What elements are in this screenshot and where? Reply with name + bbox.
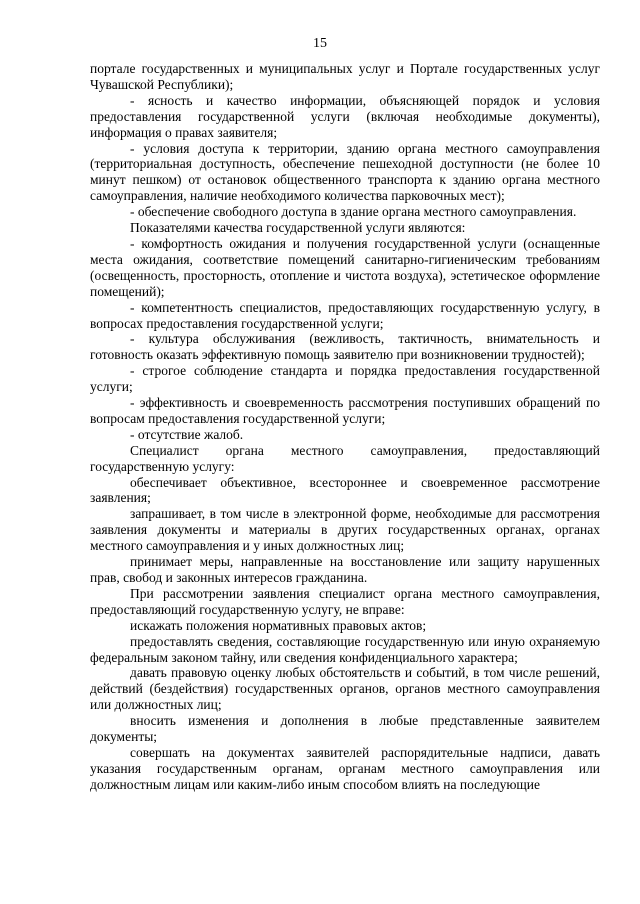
paragraph: порталe государственных и муниципальных услуг и Портале государственных услуг Чувашской Республики); <box>90 61 600 92</box>
paragraph: - условия доступа к территории, зданию органа местного самоуправления (территориальная доступность, обеспечение пешеходной доступности (не более 10 минут пешком) от остановок общественного транспорта к зданию органа местного самоуправления, наличие необходимого количества парковочных мест); <box>90 140 600 204</box>
paragraph: - культура обслуживания (вежливость, тактичность, внимательность и готовность оказать эффективную помощь заявителю при возникновении трудностей); <box>90 331 600 363</box>
paragraph: искажать положения нормативных правовых актов; <box>130 617 427 633</box>
paragraph: давать правовую оценку любых обстоятельств и событий, в том числе решений, действий (бездействия) государственных органов, органов местного самоуправления или должностных лиц; <box>90 665 600 713</box>
paragraph: запрашивает, в том числе в электронной форме, необходимые для рассмотрения заявления документы и материалы в других государственных органах, органах местного самоуправления и у иных должностных лиц; <box>90 506 600 554</box>
paragraph: - обеспечение свободного доступа в здание органа местного самоуправления. <box>130 204 577 220</box>
page-number: 15 <box>313 36 327 51</box>
paragraph: При рассмотрении заявления специалист органа местного самоуправления, предоставляющий государственную услугу, не вправе: <box>90 585 600 617</box>
paragraph: - комфортность ожидания и получения государственной услуги (оснащенные места ожидания, соответствие помещений санитарно-гигиеническим требованиям (освещенность, просторность, отопление и чистота воздуха), эстетическое оформление помещений); <box>90 235 600 299</box>
paragraph: Специалист органа местного самоуправления, предоставляющий государственную услугу: <box>90 442 600 474</box>
paragraph: обеспечивает объективное, всестороннее и своевременное рассмотрение заявления; <box>90 474 600 506</box>
paragraph: - компетентность специалистов, предоставляющих государственную услугу, в вопросах предоставления государственной услуги; <box>90 299 600 331</box>
paragraph: - отсутствие жалоб. <box>130 426 244 442</box>
paragraph: совершать на документах заявителей распорядительные надписи, давать указания государственным органам, органам местного самоуправления или должностным лицам или каким-либо иным способом влиять на последующие <box>90 744 600 792</box>
paragraph: вносить изменения и дополнения в любые представленные заявителем документы; <box>90 713 600 745</box>
paragraph: предоставлять сведения, составляющие государственную или иную охраняемую федеральным законом тайну, или сведения конфиденциального характера; <box>90 633 600 665</box>
paragraph: принимает меры, направленные на восстановление или защиту нарушенных прав, свобод и законных интересов гражданина. <box>90 554 600 585</box>
document-body <box>90 61 600 793</box>
paragraph: Показателями качества государственной услуги являются: <box>130 220 466 236</box>
paragraph: - эффективность и своевременность рассмотрения поступивших обращений по вопросам предоставления государственной услуги; <box>90 395 600 426</box>
paragraph: - строгое соблюдение стандарта и порядка предоставления государственной услуги; <box>90 363 600 395</box>
paragraph: - ясность и качество информации, объясняющей порядок и условия предоставления государственной услуги (включая необходимые документы), информация о правах заявителя; <box>90 92 600 140</box>
